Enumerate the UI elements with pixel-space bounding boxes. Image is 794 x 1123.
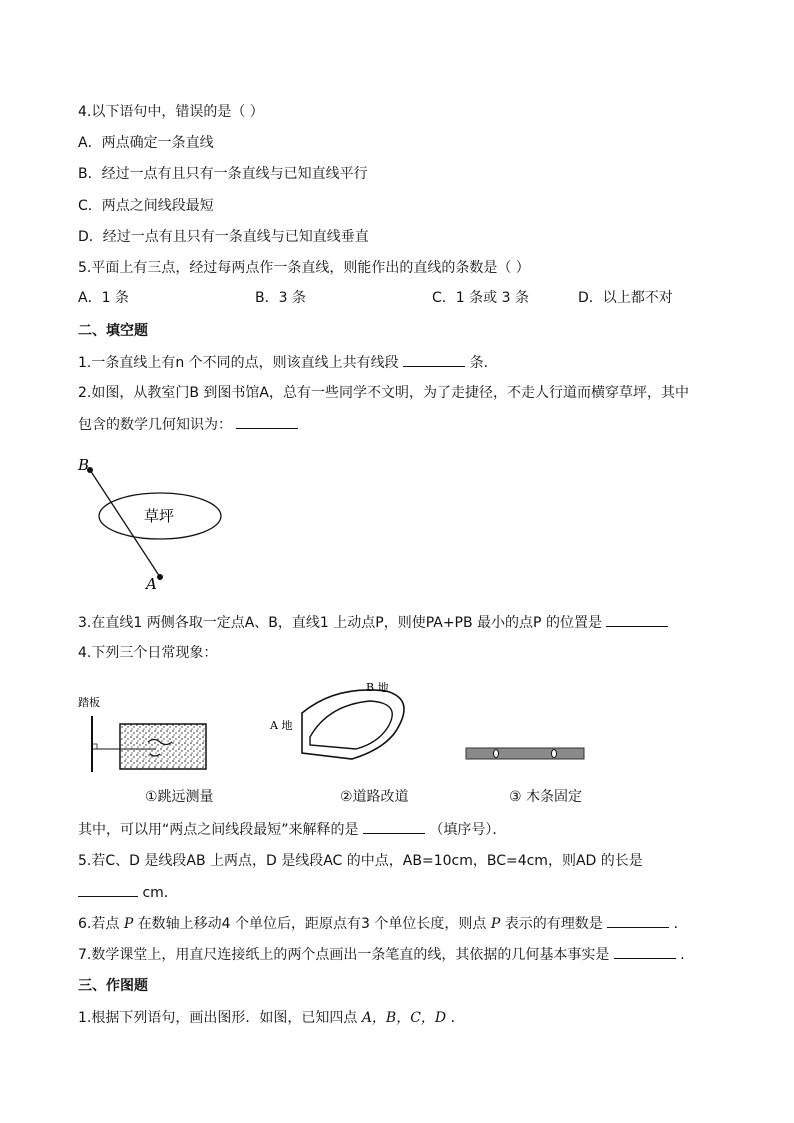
q5-option-b: B．3 条 [255,290,306,306]
section2-title: 二、填空题 [78,323,148,339]
s2-q3 [78,612,668,633]
s2-q3-text: 3.在直线1 两侧各取一定点A、B，直线1 上动点P，则使PA+PB 最小的点P 的位置是 [78,615,602,631]
q4-option-c: C．两点之间线段最短 [78,198,214,214]
q4-option-a: A．两点确定一条直线 [78,135,214,151]
wood-strip [466,748,584,759]
road-inner [310,701,392,749]
section3-title: 三、作图题 [78,978,148,994]
s2-q1-text: 1.一条直线上有n 个不同的点，则该直线上共有线段 [78,355,399,371]
s2-q1-end: 条． [469,355,498,371]
s2-q4-answer [78,819,506,840]
caption-2: ②道路改道 [340,789,409,805]
s2-q6 [78,913,688,934]
nail-1 [494,750,499,758]
caption-3: ③ 木条固定 [509,789,583,805]
s2-q5-blank [78,882,138,897]
s2-q4-answer-text: 其中，可以用“两点之间线段最短”来解释的是 [78,822,359,838]
s2-q4-answer-end: （填序号）． [429,822,507,838]
a-place-label: A 地 [270,719,293,732]
q5-option-d: D．以上都不对 [578,290,673,306]
lawn-label: 草坪 [144,507,175,525]
wood-strip-figure [462,742,592,766]
q5-stem: 5.平面上有三点，经过每两点作一条直线，则能作出的直线的条数是（ ） [78,260,530,276]
s2-q2-text: 包含的数学几何知识为： [78,417,232,433]
s3-q1 [78,1008,465,1028]
s2-q5-unit: cm． [142,885,178,901]
label-a: A [146,575,157,593]
s2-q3-blank [606,612,668,627]
s2-q1 [78,352,498,373]
s2-q6-pre: 6.若点 [78,916,120,932]
q4-option-d: D．经过一点有且只有一条直线与已知直线垂直 [78,229,369,245]
s2-q2-blank [236,414,298,429]
long-jump-figure [76,694,216,774]
s2-q7 [78,944,694,965]
s2-q6-post: 表示的有理数是 [504,916,603,932]
s2-q5-line1: 5.若C、D 是线段AB 上两点，D 是线段AC 的中点，AB=10cm，BC=4cm，则AD 的长是 [78,853,643,869]
s2-q4-stem: 4.下列三个日常现象： [78,645,218,661]
s2-q5-line2 [78,882,178,903]
sand-pit [120,724,206,769]
s3-q1-text: 1.根据下列语句，画出图形．如图，已知四点 [78,1010,358,1026]
s2-q7-blank [614,944,676,959]
q4-stem: 4.以下语句中，错误的是（ ） [78,104,264,120]
s2-q6-mid: 在数轴上移动4 个单位后，距原点有3 个单位长度，则点 [137,916,487,932]
s2-q6-end: ． [673,916,688,932]
s3-q1-end: ． [450,1010,465,1026]
road-figure [266,681,416,766]
q4-option-b: B．经过一点有且只有一条直线与已知直线平行 [78,166,368,182]
s2-q4-blank [363,819,425,834]
s2-q7-end: ． [680,947,695,963]
s2-q7-text: 7.数学课堂上，用直尺连接纸上的两个点画出一条笔直的线，其依据的几何基本事实是 [78,947,610,963]
s2-q2-line1: 2.如图，从教室门B 到图书馆A，总有一些同学不文明，为了走捷径，不走人行道而横穿草坪，其中 [78,385,689,401]
label-b: B [78,456,90,474]
lawn-figure [74,455,234,595]
s2-q6-blank [607,913,669,928]
s2-q6-p2: P [490,916,501,932]
b-place-label: B 地 [366,681,389,694]
q5-option-a: A．1 条 [78,290,129,306]
board-label: 踏板 [78,696,100,709]
s2-q1-blank [403,352,465,367]
point-a [157,574,163,580]
q5-option-c: C．1 条或 3 条 [432,290,529,306]
s2-q6-p1: P [123,916,134,932]
s2-q2-line2 [78,414,298,435]
s3-q1-points: A，B，C，D [361,1010,447,1026]
nail-2 [552,750,557,758]
caption-1: ①跳远测量 [145,789,214,805]
